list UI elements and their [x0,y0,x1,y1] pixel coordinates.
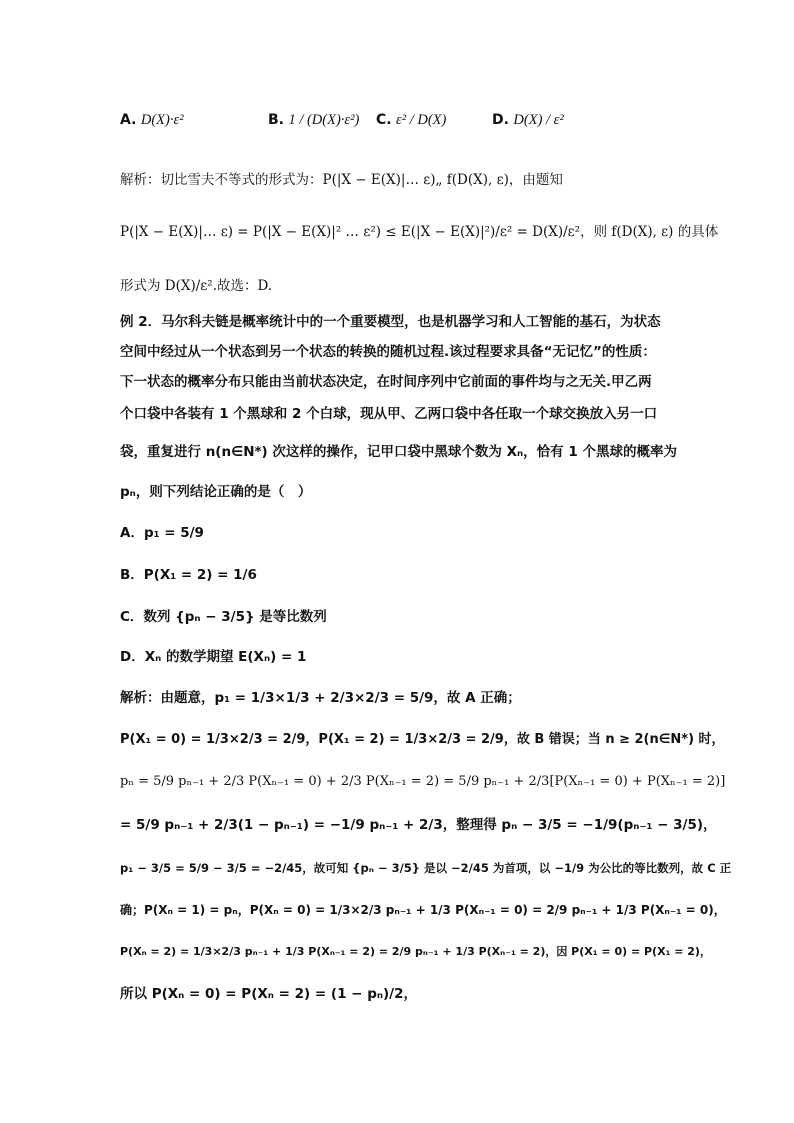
example2-line4: 个口袋中各装有 1 个黑球和 2 个白球，现从甲、乙两口袋中各任取一个球交换放入另一口 [120,406,658,422]
option-c: C．数列 {pₙ − 3/5} 是等比数列 [120,609,327,625]
solution2-line5: p₁ − 3/5 = 5/9 − 3/5 = −2/45，故可知 {pₙ − 3/5} 是以 −2/45 为首项，以 −1/9 为公比的等比数列，故 C 正 [120,861,732,875]
solution1-line2: P(|X − E(X)|… ε) = P(|X − E(X)|² … ε²) ≤ E(|X − E(X)|²)/ε² = D(X)/ε²，则 f(D(X), ε) 的具体 [120,224,719,240]
choice-expr: D(X)·ε² [140,112,184,128]
solution2-line3: pₙ = 5/9 pₙ₋₁ + 2/3 P(Xₙ₋₁ = 0) + 2/3 P(Xₙ₋₁ = 2) = 5/9 pₙ₋₁ + 2/3[P(Xₙ₋₁ = 0) + P(Xₙ₋₁ = 2)] [120,774,726,789]
choice-letter: D. [492,112,509,128]
choice-expr: D(X) / ε² [513,112,564,128]
choice-expr: ε² / D(X) [396,112,447,128]
solution2-line2: P(X₁ = 0) = 1/3×2/3 = 2/9，P(X₁ = 2) = 1/3×2/3 = 2/9，故 B 错误；当 n ≥ 2(n∈N*) 时， [120,732,725,747]
solution2-line8: 所以 P(Xₙ = 0) = P(Xₙ = 2) = (1 − pₙ)/2， [120,986,417,1002]
solution1-line1: 解析：切比雪夫不等式的形式为：P(|X − E(X)|… ε)„ f(D(X), ε)，由题知 [120,172,563,188]
solution1-line3: 形式为 D(X)/ε².故选：D. [120,278,273,294]
example2-line2: 空间中经过从一个状态到另一个状态的转换的随机过程.该过程要求具备“无记忆”的性质： [120,344,656,360]
example2-line6: pₙ，则下列结论正确的是（ ） [120,484,312,500]
choice-d [492,112,564,129]
choice-letter: A. [120,112,137,128]
example2-line5: 袋，重复进行 n(n∈N*) 次这样的操作，记甲口袋中黑球个数为 Xₙ，恰有 1 个黑球的概率为 [120,444,677,460]
option-d: D．Xₙ 的数学期望 E(Xₙ) = 1 [120,649,307,665]
option-b: B．P(X₁ = 2) = 1/6 [120,567,257,583]
solution2-line4: = 5/9 pₙ₋₁ + 2/3(1 − pₙ₋₁) = −1/9 pₙ₋₁ + 2/3，整理得 pₙ − 3/5 = −1/9(pₙ₋₁ − 3/5)， [120,817,717,833]
choice-letter: C. [376,112,392,128]
example2-line3: 下一状态的概率分布只能由当前状态决定，在时间序列中它前面的事件均与之无关.甲乙两 [120,374,652,390]
choice-expr: 1 / (D(X)·ε²) [288,112,360,128]
option-a: A．p₁ = 5/9 [120,525,204,541]
solution2-line7: P(Xₙ = 2) = 1/3×2/3 pₙ₋₁ + 1/3 P(Xₙ₋₁ = 2) = 2/9 pₙ₋₁ + 1/3 P(Xₙ₋₁ = 2)，因 P(X₁ = 0) = P(X₁ = 2)， [120,945,711,958]
choice-c [376,112,446,129]
choice-b [268,112,359,129]
solution2-line1: 解析：由题意，p₁ = 1/3×1/3 + 2/3×2/3 = 5/9，故 A 正确； [120,690,521,706]
solution2-line6: 确；P(Xₙ = 1) = pₙ，P(Xₙ = 0) = 1/3×2/3 pₙ₋₁ + 1/3 P(Xₙ₋₁ = 0) = 2/9 pₙ₋₁ + 1/3 P(Xₙ₋₁ = 0)， [120,903,726,917]
example2-line1: 例 2．马尔科夫链是概率统计中的一个重要模型，也是机器学习和人工智能的基石，为状态 [120,314,661,330]
choice-letter: B. [268,112,284,128]
choice-a [120,112,184,129]
